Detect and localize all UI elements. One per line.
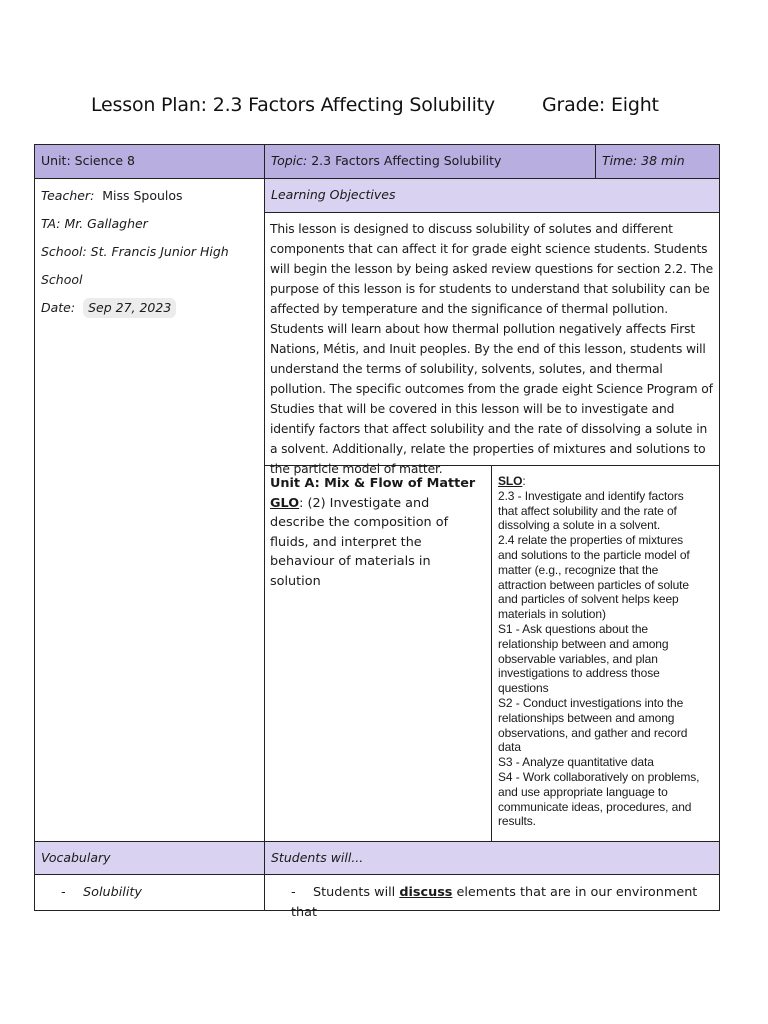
students-dash: - xyxy=(291,885,296,900)
slo-item-s1: S1 - Ask questions about the relationship between and among observable variables, and plan investigations to address those questions xyxy=(498,621,669,696)
students-prefix: Students will xyxy=(313,885,396,900)
lesson-title: Lesson Plan: 2.3 Factors Affecting Solubility xyxy=(91,94,495,116)
school-text-2: School xyxy=(41,272,83,287)
unit-label: Unit: Science 8 xyxy=(41,153,136,168)
slo-label: SLO xyxy=(498,474,523,488)
ta-line: TA: Mr. Gallagher xyxy=(41,216,148,231)
date-chip[interactable]: Sep 27, 2023 xyxy=(83,298,176,318)
school-line xyxy=(41,242,258,290)
slo-colon: : xyxy=(522,474,526,488)
topic-value: 2.3 Factors Affecting Solubility xyxy=(311,153,502,168)
teacher-label: Teacher: xyxy=(41,188,95,203)
unit-a-title: Unit A: Mix & Flow of Matter xyxy=(270,476,476,491)
slo-item-s3: S3 - Analyze quantitative data xyxy=(498,755,654,770)
date-label: Date: xyxy=(41,300,76,315)
teacher-info-cell xyxy=(34,178,265,842)
slo-item-2-4: 2.4 relate the properties of mixtures and solutions to the particle model of matter (e.g., recognize that the attraction between particles of solute and particles of solvent helps keep materials in solution) xyxy=(498,533,690,622)
topic-cell xyxy=(264,144,596,179)
unit-cell xyxy=(34,144,265,179)
school-text: School: St. Francis Junior High xyxy=(41,244,229,259)
learning-objectives-body xyxy=(264,212,720,476)
teacher-line xyxy=(41,186,258,206)
slo-cell xyxy=(491,465,720,842)
learning-objectives-heading xyxy=(264,178,720,213)
glo-label: GLO xyxy=(270,495,300,511)
students-item-cell xyxy=(264,874,720,920)
unit-a-cell xyxy=(264,465,492,842)
glo-text: : (2) Investigate and describe the composition of fluids, and interpret the behaviour of materials in solution xyxy=(270,495,449,589)
vocabulary-label: Vocabulary xyxy=(41,850,111,865)
learning-objectives-label: Learning Objectives xyxy=(271,187,396,202)
teacher-name: Miss Spoulos xyxy=(102,188,183,203)
students-suffix: elements that are in our environment that xyxy=(291,885,698,920)
grade-title: Grade: Eight xyxy=(542,94,659,116)
topic-label: Topic: xyxy=(271,153,308,168)
date-line xyxy=(41,298,258,318)
vocabulary-heading xyxy=(34,841,265,875)
vocab-item: Solubility xyxy=(83,885,142,900)
objectives-paragraph: This lesson is designed to discuss solubility of solutes and different components that can affect it for grade eight science students. Students will begin the lesson by being asked review questions for section 2.2. The purpose of this lesson is for students to understand that solubility can be affected by temperature and the significance of thermal pollution. Students will learn about how thermal pollution negatively affects First Nations, Métis, and Inuit peoples. By the end of this lesson, students will understand the terms of solubility, solvents, solutes, and thermal pollution. The specific outcomes from the grade eight Science Program of Studies that will be covered in this lesson will be to investigate and identify factors that affect solubility and the rate of dissolving a solute in a solvent. Additionally, relate the properties of mixtures and solutions to the particle model of matter. xyxy=(270,222,713,476)
students-will-heading xyxy=(264,841,720,875)
slo-item-s2: S2 - Conduct investigations into the relationships between and among observations, and gather and record data xyxy=(498,695,688,755)
time-cell xyxy=(595,144,720,179)
students-will-label: Students will... xyxy=(271,850,364,865)
time-label: Time: 38 min xyxy=(602,153,685,168)
vocab-dash: - xyxy=(61,885,66,900)
vocab-item-cell xyxy=(34,874,265,911)
students-bold: discuss xyxy=(399,885,453,900)
slo-item-2-3: 2.3 - Investigate and identify factors that affect solubility and the rate of dissolving a solute in a solvent. xyxy=(498,488,684,533)
slo-item-s4: S4 - Work collaboratively on problems, and use appropriate language to communicate ideas, procedures, and results. xyxy=(498,769,700,829)
